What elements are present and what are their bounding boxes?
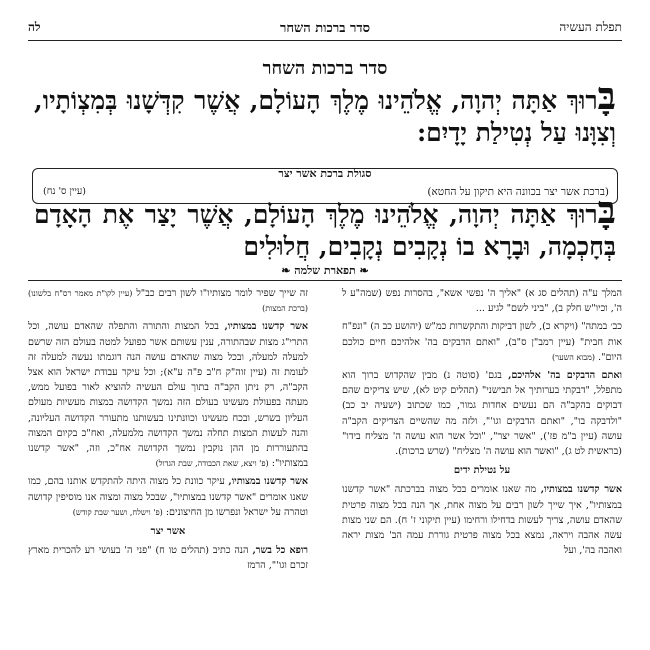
- left-paragraph-2-lead: אשר קדשנו במצותיו,: [224, 321, 308, 333]
- running-head-section: תפלת העשיה: [559, 20, 622, 34]
- right-paragraph-4-text: מה שאנו אומרים בכל מצוה בברכתה "אשר קדשנו במצותיו", איך שייך לשון רבים על מצוה אחת, אך הנה בכל מצוה פרטית שהאדם עושה, צריך לעשות בדחילו ורחימו (עיין תיקוני ז' ח). הם שני מצות עשה אהבה ויראה, נמצא בכל מצוה פרטית גוררת עמה הב' מצות יראה ואהבה בה', ועל: [342, 484, 622, 557]
- left-paragraph-2-text: בכל המצות והתורה והתפלה שהאדם עושה, וכל התרי"ג מצות שבהתורה, ענין עשותם אשר כפועל למטה בעולם הזה שרשם למעלה למעלה, ובכל מצוה שהאדם עושה הנה דוגמתו נעשה למעלה זה לעומת זה (עיין זוה"ק ח"ב פ"ה ע"א); וכל עיקר עבודת ישראל הוא אצל הקב"ה, רק ניתן הקב"ה בתוך עולם העשיה להוציא לאור בפועל ממש, מעתה בפעולת מעשינו בעולם הזה נמשך הקדושה במצות מעשיות מעולם העליון בשרש, ובכח מעשינו וכוונתינו בעשותנו מתעורר הקדושה העליונה, והנה לעשות המצות תחלה נמשך הקדושה מלמעלה, ואח"כ בקיום המצוה בהתעוררות מן ההן נוקבין נמשך הקדושה אח"כ, וזה, "אשר קדשנו במצותיו":: [28, 321, 308, 470]
- prayer-book-page: [28, 18, 622, 650]
- commentary-right-column: [342, 286, 622, 561]
- left-paragraph-1: [28, 286, 308, 316]
- left-paragraph-4-text: הנה כתיב (תהלים טו ח) "פני ה' בעושי רע להכרית מארץ זכרם וגו'", הרמז: [28, 545, 308, 572]
- segula-box-body: (ברכת אשר יצר בכוונה היא תיקון על החטא): [427, 186, 609, 198]
- blessing-hands-initial: בָּ: [597, 73, 616, 118]
- left-paragraph-1-text: זה שייך שפיר לומר מצותיו"ו לשון רבים כב"ל: [136, 288, 308, 299]
- running-head-title: סדר ברכות השחר: [279, 21, 371, 36]
- right-paragraph-1: המלך ע"ה (תהלים סג א) "אליך ה' נפשי אשא", בהסרות נפש (שמה"ע ל ה', וכיו"ש חלק ב), "ביני לשם" לגיע ...: [342, 288, 622, 315]
- left-paragraph-1-source: (עיין לקו"ת מאמר רס"ח בלשונו) (ברכת המצות): [28, 289, 308, 314]
- blessing-hands: [34, 73, 616, 149]
- right-paragraph-2-source: (מבוא השער): [552, 352, 595, 362]
- blessing-asher-yatzar-text: רוּךְ אַתָּה יְהוָה, אֱלֹהֵינוּ מֶלֶךְ הָעוֹלָם, אֲשֶׁר יָצַר אֶת הָאָדָם בְּחָכְמָה, וּבָרָא בוֹ נְקָבִים נְקָבִים, חֲלוּלִים: [34, 200, 616, 261]
- right-paragraph-2: [342, 319, 622, 365]
- commentary-left-column: [28, 286, 308, 577]
- running-head: [28, 18, 622, 40]
- left-subheading: אשר יצר: [150, 526, 186, 538]
- section-title: סדר ברכות השחר: [262, 58, 388, 79]
- left-paragraph-2: [28, 319, 308, 471]
- blessing-hands-text: רוּךְ אַתָּה יְהוָה, אֱלֹהֵינוּ מֶלֶךְ הָעוֹלָם, אֲשֶׁר קִדְּשָׁנוּ בְּמִצְוֹתָיו, וְצִוָּנוּ עַל נְטִילַת יָדָיִם:: [34, 86, 616, 147]
- right-paragraph-4: [342, 482, 622, 558]
- right-paragraph-4-lead: אשר קדשנו במצותיו,: [540, 484, 622, 496]
- left-paragraph-4: [28, 543, 308, 573]
- right-subheading: על נטילת ידים: [453, 465, 511, 477]
- header-rule: [28, 40, 622, 41]
- commentary-heading: ❧ תפארת שלמה ❧: [281, 264, 369, 277]
- blessing-asher-yatzar-initial: בָּ: [597, 187, 616, 232]
- right-paragraph-2-text: כב׳ במתה" (ויקרא כ), לשון דביקות והתקשרות כמ"ש (יהושע כב ה) "ונפ"ח אות חבית" (עיין רמב"ן ס"ב), "ואתם הדבקים בה' אלהיכם חיים כולכם היום".: [342, 321, 622, 363]
- right-paragraph-3: [342, 368, 622, 459]
- segula-box-title: סגולת ברכת אשר יצר: [278, 167, 372, 180]
- right-paragraph-3-lead: ואתם הדבקים בה' אלהיכם,: [508, 370, 622, 382]
- right-paragraph-3-text: בגם' (סוטה נ) מבין שהקדוש ברוך הוא מתפלל, "דבקתי בערותיך אל תבישני" (תהלים קיט לא), שיש צדיקים שהם דבוקים בהקב"ה הם נעשים אחדות גמור, כמו שכתוב (ישעיה יב כב) "ולדבקה בו", "ואתם הדבקים וגו'", ולזה מה שהשיים הצדיקים הקב"ה עושה (עיין ב"מ פז'), "אשר יצר", "וכל אשר הוא עושה ה' מצליח בידו" (בראשית לט ג), "ואשר הוא עושה ה' מצליח" (שרש ברכות).: [342, 370, 622, 458]
- left-paragraph-4-lead: רופא כל בשר,: [252, 545, 308, 557]
- commentary-rule: [28, 280, 622, 281]
- left-paragraph-3-lead: אשר קדשנו במצותיו,: [228, 476, 308, 488]
- page-number: לה: [28, 20, 41, 34]
- segula-box-reference: (עיין ס' נח): [43, 186, 86, 197]
- left-paragraph-3-source: (פ' וישלח, ושער שבת קודש): [72, 507, 163, 517]
- left-paragraph-3-text: עיקר כוונת כל מצוה היתה להתקדש אותנו בהם, כמו שאנו אומרים "אשר קדשנו במצותיו", שבכל מצוה ומצוה אנו מוסיפין קדושה וטהרה על ישראל ונפרשו מן החיצונים:: [28, 476, 308, 518]
- left-paragraph-3: [28, 474, 308, 520]
- left-paragraph-2-source: (פ' ויצא, שאת הכבודה, שבת הגדול): [155, 459, 269, 469]
